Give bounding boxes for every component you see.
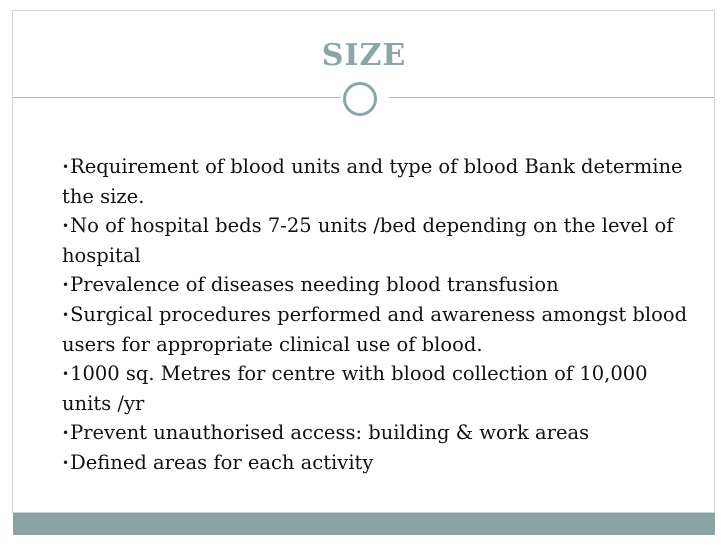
bullet-icon: •: [62, 367, 70, 381]
bullet-icon: •: [62, 160, 70, 174]
bullet-icon: •: [62, 278, 70, 292]
bullet-icon: •: [62, 219, 70, 233]
bullet-icon: •: [62, 456, 70, 470]
bullet-text: Prevalence of diseases needing blood transfusion: [70, 273, 559, 296]
bullet-item: [62, 448, 702, 478]
bullet-text: Requirement of blood units and type of blood Bank determine the size.: [62, 155, 683, 208]
bullet-text: Defined areas for each activity: [70, 451, 374, 474]
bullet-text: Surgical procedures performed and awareness amongst blood users for appropriate clinical use of blood.: [62, 303, 688, 356]
bullet-item: [62, 270, 702, 300]
bullet-item: [62, 300, 702, 359]
title-divider-left: [13, 97, 341, 98]
bullet-item: [62, 418, 702, 448]
circle-ornament-icon: [343, 82, 377, 116]
footer-bar: [13, 513, 715, 535]
bullet-text: Prevent unauthorised access: building & work areas: [70, 421, 590, 444]
bullet-item: [62, 359, 702, 418]
bullet-icon: •: [62, 426, 70, 440]
bullet-text: 1000 sq. Metres for centre with blood collection of 10,000 units /yr: [62, 362, 648, 415]
bullet-item: [62, 152, 702, 211]
slide-title: SIZE: [321, 38, 407, 73]
title-divider-right: [389, 97, 714, 98]
bullet-text: No of hospital beds 7-25 units /bed depending on the level of hospital: [62, 214, 674, 267]
bullet-item: [62, 211, 702, 270]
bullet-list: [62, 152, 702, 478]
bullet-icon: •: [62, 308, 70, 322]
